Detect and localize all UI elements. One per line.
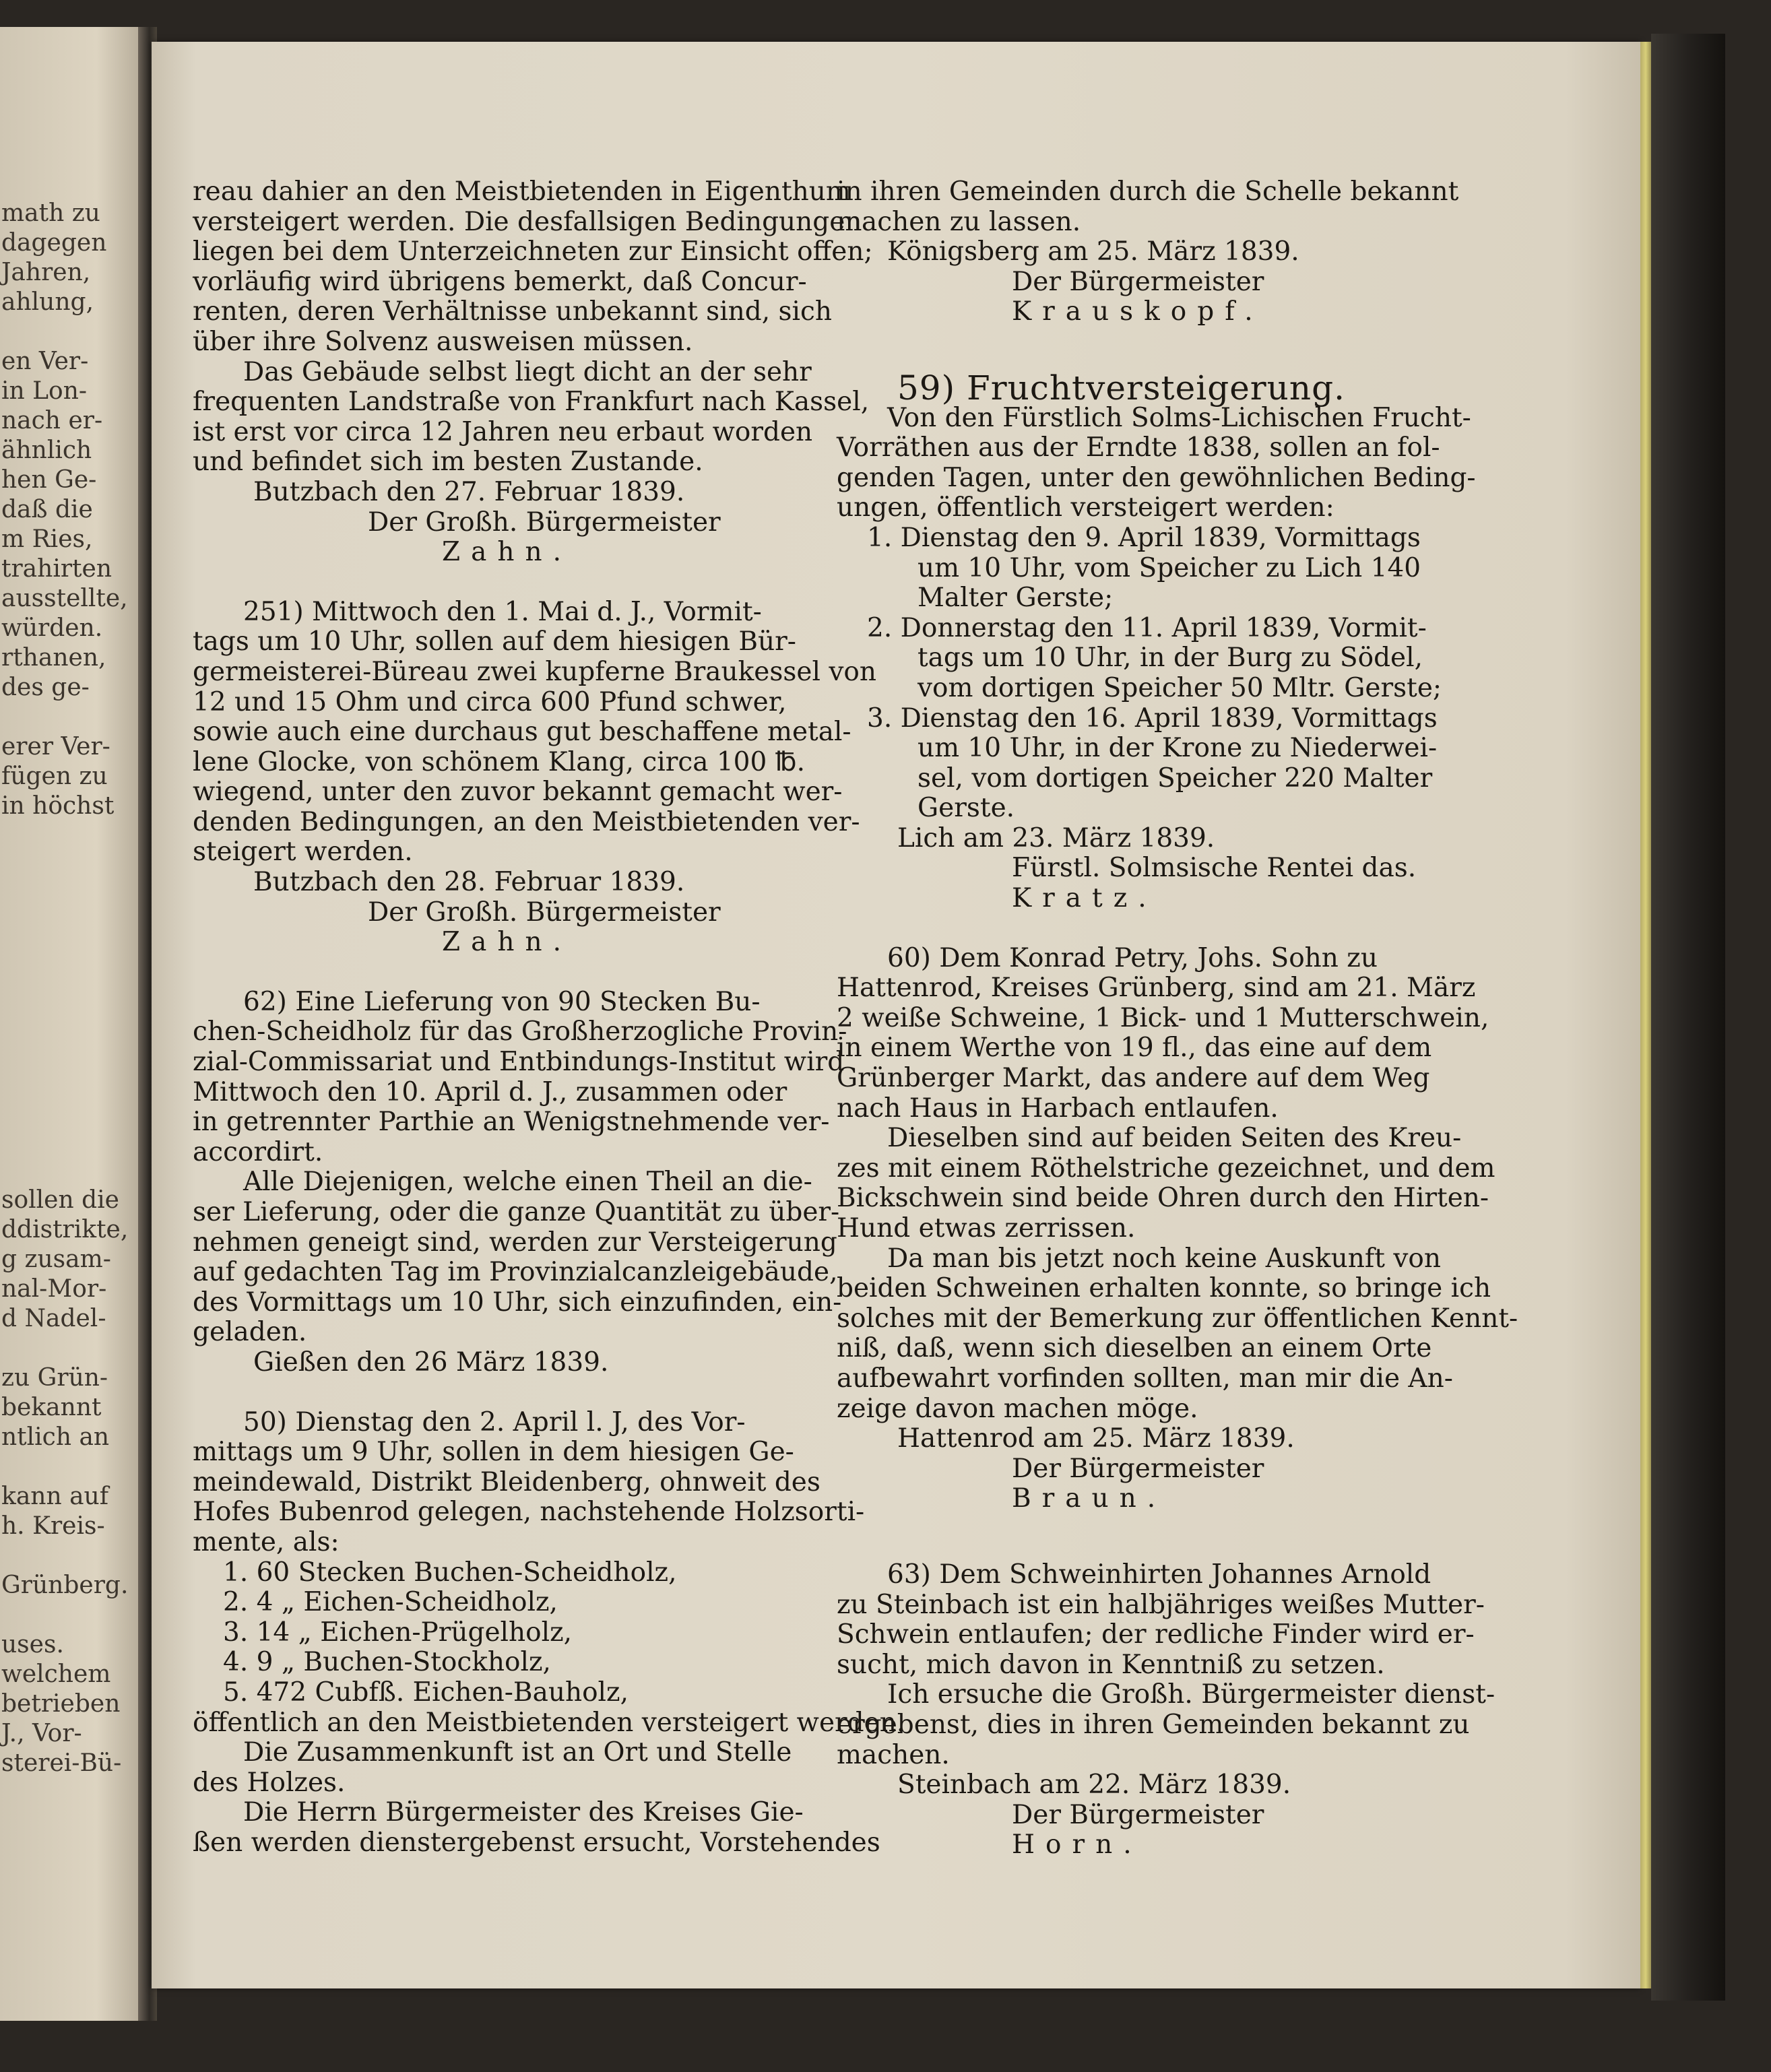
text-line: Von den Fürstlich Solms-Lichischen Frucht- <box>887 402 1471 433</box>
continuation-signature-title: Der Großh. Bürgermeister <box>368 507 721 538</box>
text-line: solches mit der Bemerkung zur öffentlichen Kennt- <box>837 1303 1518 1334</box>
text-line: in ihren Gemeinden durch die Schelle bekannt <box>837 176 1459 207</box>
notice-60-paragraph-3 <box>837 1243 1518 1425</box>
text-line: 3. 14 „ Eichen-Prügelholz, <box>223 1617 573 1648</box>
continuation-text-right <box>837 176 1459 237</box>
text-line: germeisterei-Büreau zwei kupferne Braukessel von <box>193 656 876 687</box>
text-line: Da man bis jetzt noch keine Auskunft von <box>887 1243 1442 1274</box>
facing-page-fragment: betrieben <box>1 1690 121 1718</box>
facing-page-fragment: g zusam- <box>1 1245 111 1273</box>
text-line: lene Glocke, von schönem Klang, circa 100 ℔. <box>193 746 805 777</box>
notice-62-paragraph-2 <box>193 1167 842 1348</box>
notice-50-after-list: öffentlich an den Meistbietenden versteigert werden. <box>193 1707 905 1738</box>
text-line: Alle Diejenigen, welche einen Theil an die- <box>243 1167 812 1198</box>
text-line: aufbewahrt vorfinden sollten, man mir die An- <box>837 1363 1453 1394</box>
notice-63-place-date: Steinbach am 22. März 1839. <box>897 1770 1291 1801</box>
facing-page-fragment: zu Grün- <box>1 1364 108 1392</box>
text-line: mittags um 9 Uhr, sollen in dem hiesigen Ge- <box>193 1437 794 1468</box>
list-item-line: um 10 Uhr, in der Krone zu Niederwei- <box>917 733 1438 764</box>
text-line: über ihre Solvenz ausweisen müssen. <box>193 326 693 357</box>
text-line: 1. 60 Stecken Buchen-Scheidholz, <box>223 1557 677 1588</box>
text-line: 251) Mittwoch den 1. Mai d. J., Vormit- <box>243 596 762 627</box>
facing-page-fragment: h. Kreis- <box>1 1512 105 1540</box>
text-line: nach Haus in Harbach entlaufen. <box>837 1093 1279 1124</box>
text-line: steigert werden. <box>193 837 413 868</box>
top-place-date: Königsberg am 25. März 1839. <box>887 236 1299 267</box>
list-item-line: tags um 10 Uhr, in der Burg zu Södel, <box>917 643 1423 674</box>
notice-63 <box>837 1559 1485 1680</box>
notice-62-place-date: Gießen den 26 März 1839. <box>253 1347 609 1378</box>
notice-50 <box>193 1406 865 1558</box>
text-line: reau dahier an den Meistbietenden in Eigenthum <box>193 176 851 207</box>
facing-page-fragment: ntlich an <box>1 1423 110 1451</box>
text-line: Die Zusammenkunft ist an Ort und Stelle <box>243 1737 792 1768</box>
text-line: Die Herrn Bürgermeister des Kreises Gie- <box>243 1797 804 1828</box>
text-line: vorläufig wird übrigens bemerkt, daß Concur- <box>193 266 807 297</box>
list-item-line: 1. Dienstag den 9. April 1839, Vormittags <box>867 522 1421 553</box>
notice-60-signature-title: Der Bürgermeister <box>1012 1453 1264 1484</box>
notice-251-signature-title: Der Großh. Bürgermeister <box>368 897 721 928</box>
facing-page-fragment: in Lon- <box>1 377 88 405</box>
text-line: 5. 472 Cubfß. Eichen-Bauholz, <box>223 1677 629 1708</box>
facing-page-fragment: welchem <box>1 1660 111 1688</box>
notice-59 <box>837 402 1476 523</box>
facing-page-fragment: erer Ver- <box>1 733 110 760</box>
list-item-line: Malter Gerste; <box>917 583 1114 614</box>
list-item-line: sel, vom dortigen Speicher 220 Malter <box>917 763 1433 794</box>
text-line: nehmen geneigt sind, werden zur Versteigerung <box>193 1227 837 1258</box>
facing-page-fragment: uses. <box>1 1631 64 1658</box>
text-line: Schwein entlaufen; der redliche Finder wird er- <box>837 1619 1475 1650</box>
text-line: sowie auch eine durchaus gut beschaffene metal- <box>193 717 851 748</box>
facing-page-fragment: sollen die <box>1 1186 119 1214</box>
text-line: Das Gebäude selbst liegt dicht an der sehr <box>243 356 812 387</box>
facing-page-fragment: math zu <box>1 199 100 227</box>
facing-page-fragment: dagegen <box>1 229 107 257</box>
facing-page-fragment: trahirten <box>1 555 112 583</box>
notice-50-paragraph-2 <box>193 1738 809 1798</box>
notice-251-place-date: Butzbach den 28. Februar 1839. <box>253 867 685 898</box>
text-line: 12 und 15 Ohm und circa 600 Pfund schwer, <box>193 686 787 717</box>
text-line: Bickschwein sind beide Ohren durch den Hirten- <box>837 1183 1489 1214</box>
text-line: 2 weiße Schweine, 1 Bick- und 1 Mutterschwein, <box>837 1002 1489 1033</box>
text-line: und befindet sich im besten Zustande. <box>193 447 703 478</box>
text-line: zes mit einem Röthelstriche gezeichnet, und dem <box>837 1153 1495 1184</box>
text-line: ßen werden dienstergebenst ersucht, Vorstehendes <box>193 1827 880 1858</box>
facing-page-edge <box>0 27 138 2021</box>
notice-50-list <box>193 1558 809 1708</box>
text-line: wiegend, unter den zuvor bekannt gemacht wer- <box>193 777 843 808</box>
notice-60-signature-name: Braun. <box>1012 1483 1167 1514</box>
facing-page-fragment: Jahren, <box>1 259 91 286</box>
list-item-line: um 10 Uhr, vom Speicher zu Lich 140 <box>917 552 1421 583</box>
text-line: auf gedachten Tag im Provinzialcanzleigebäude, <box>193 1257 838 1288</box>
notice-60-place-date: Hattenrod am 25. März 1839. <box>897 1423 1295 1454</box>
facing-page-fragment: ausstellte, <box>1 585 128 612</box>
top-signature-name: Krauskopf. <box>1012 296 1264 327</box>
notice-63-signature-name: Horn. <box>1012 1830 1142 1860</box>
top-signature-title: Der Bürgermeister <box>1012 266 1264 297</box>
text-line: 62) Eine Lieferung von 90 Stecken Bu- <box>243 986 761 1017</box>
text-line: machen. <box>837 1739 950 1770</box>
text-line: ser Lieferung, oder die ganze Quantität zu über- <box>193 1197 840 1227</box>
facing-page-fragment: kann auf <box>1 1483 109 1510</box>
text-line: des Vormittags um 10 Uhr, sich einzufinden, ein- <box>193 1287 842 1318</box>
text-line: ergebenst, dies in ihren Gemeinden bekannt zu <box>837 1709 1470 1740</box>
notice-63-signature-title: Der Bürgermeister <box>1012 1799 1264 1830</box>
text-line: zial-Commissariat und Entbindungs-Institut wird <box>193 1047 845 1078</box>
facing-page-fragment: des ge- <box>1 674 90 701</box>
facing-page-fragment: in höchst <box>1 792 115 820</box>
text-line: Ich ersuche die Großh. Bürgermeister dienst- <box>887 1679 1495 1710</box>
book-cover-edge <box>1651 34 1725 2001</box>
facing-page-fragment: ähnlich <box>1 436 92 464</box>
notice-59-signature-title: Fürstl. Solmsische Rentei das. <box>1012 853 1417 884</box>
text-line: 60) Dem Konrad Petry, Johs. Sohn zu <box>887 942 1378 973</box>
text-line: sucht, mich davon in Kenntniß zu setzen. <box>837 1649 1385 1680</box>
notice-60-paragraph-2 <box>837 1123 1495 1243</box>
facing-page-fragment: daß die <box>1 496 93 523</box>
text-line: denden Bedingungen, an den Meistbietenden ver- <box>193 806 860 837</box>
notice-59-list <box>837 523 1451 824</box>
text-line: chen-Scheidholz für das Großherzogliche Provin- <box>193 1016 847 1047</box>
notice-50-paragraph-3 <box>193 1797 880 1858</box>
text-line: renten, deren Verhältnisse unbekannt sind, sich <box>193 296 832 327</box>
notice-60 <box>837 942 1489 1124</box>
text-line: geladen. <box>193 1317 307 1348</box>
text-line: machen zu lassen. <box>837 206 1081 237</box>
text-line: meindewald, Distrikt Bleidenberg, ohnweit des <box>193 1466 820 1497</box>
text-line: mente, als: <box>193 1526 340 1557</box>
facing-page-fragment: nal-Mor- <box>1 1275 107 1303</box>
notice-59-signature-name: Kratz. <box>1012 883 1157 914</box>
text-line: Hattenrod, Kreises Grünberg, sind am 21. März <box>837 973 1476 1004</box>
text-line: zeige davon machen möge. <box>837 1393 1198 1424</box>
continuation-paragraph-2 <box>193 356 870 478</box>
text-line: zu Steinbach ist ein halbjähriges weißes Mutter- <box>837 1589 1485 1620</box>
facing-page-fragment: J., Vor- <box>1 1720 82 1747</box>
facing-page-fragment: en Ver- <box>1 348 89 375</box>
facing-page-fragment: ddistrikte, <box>1 1216 129 1243</box>
facing-page-fragment: ahlung, <box>1 288 94 316</box>
text-line: Hofes Bubenrod gelegen, nachstehende Holzsorti- <box>193 1497 865 1528</box>
facing-page-fragment: rthanen, <box>1 644 106 672</box>
text-line: niß, daß, wenn sich dieselben an einem Orte <box>837 1333 1432 1364</box>
text-line: 4. 9 „ Buchen-Stockholz, <box>223 1647 551 1678</box>
text-line: Mittwoch den 10. April d. J., zusammen oder <box>193 1076 787 1107</box>
facing-page-fragment: m Ries, <box>1 525 93 553</box>
text-line: versteigert werden. Die desfallsigen Bedingungen <box>193 206 862 237</box>
text-line: Vorräthen aus der Erndte 1838, sollen an fol- <box>837 432 1440 463</box>
notice-251 <box>193 596 876 868</box>
text-line: Hund etwas zerrissen. <box>837 1213 1136 1243</box>
continuation-place-date: Butzbach den 27. Februar 1839. <box>253 476 685 507</box>
notice-59-place-date: Lich am 23. März 1839. <box>897 822 1215 853</box>
text-line: Dieselben sind auf beiden Seiten des Kreu- <box>887 1123 1462 1154</box>
facing-page-fragment: nach er- <box>1 407 103 434</box>
list-item-line: 2. Donnerstag den 11. April 1839, Vormit- <box>867 612 1427 643</box>
right-column <box>837 176 1518 1860</box>
continuation-signature-name: Zahn. <box>442 537 572 568</box>
text-line: tags um 10 Uhr, sollen auf dem hiesigen Bür- <box>193 626 796 657</box>
continuation-text <box>193 176 873 358</box>
text-line: 50) Dienstag den 2. April l. J, des Vor- <box>243 1406 746 1437</box>
facing-page-fragment: d Nadel- <box>1 1305 106 1332</box>
text-line: beiden Schweinen erhalten konnte, so bringe ich <box>837 1273 1491 1304</box>
facing-page-fragment: hen Ge- <box>1 466 97 494</box>
list-item-line: 3. Dienstag den 16. April 1839, Vormittags <box>867 703 1438 734</box>
page-stack-edge <box>1640 42 1651 1988</box>
text-line: 63) Dem Schweinhirten Johannes Arnold <box>887 1559 1431 1590</box>
list-item-line: Gerste. <box>917 793 1015 824</box>
text-line: in einem Werthe von 19 fl., das eine auf dem <box>837 1033 1432 1064</box>
text-line: 2. 4 „ Eichen-Scheidholz, <box>223 1587 558 1618</box>
text-line: des Holzes. <box>193 1767 346 1798</box>
notice-251-signature-name: Zahn. <box>442 927 572 958</box>
notice-59-heading: 59) Fruchtversteigerung. <box>897 368 1345 408</box>
list-item-line: vom dortigen Speicher 50 Mltr. Gerste; <box>917 672 1442 703</box>
text-line: genden Tagen, unter den gewöhnlichen Beding- <box>837 462 1476 493</box>
text-line: frequenten Landstraße von Frankfurt nach Kassel, <box>193 387 870 418</box>
facing-page-fragment: fügen zu <box>1 763 108 790</box>
text-line: ist erst vor circa 12 Jahren neu erbaut worden <box>193 416 813 447</box>
facing-page-fragment: Grünberg. <box>1 1572 129 1599</box>
text-line: accordirt. <box>193 1136 323 1167</box>
facing-page-fragment: bekannt <box>1 1394 102 1421</box>
text-line: liegen bei dem Unterzeichneten zur Einsicht offen; <box>193 236 873 267</box>
facing-page-fragment: würden. <box>1 614 103 642</box>
text-line: Grünberger Markt, das andere auf dem Weg <box>837 1063 1430 1094</box>
notice-62 <box>193 986 847 1168</box>
notice-63-paragraph-2 <box>837 1679 1495 1770</box>
text-line: in getrennter Parthie an Wenigstnehmende ver- <box>193 1107 830 1138</box>
facing-page-fragment: sterei-Bü- <box>1 1749 122 1777</box>
text-line: ungen, öffentlich versteigert werden: <box>837 492 1334 523</box>
